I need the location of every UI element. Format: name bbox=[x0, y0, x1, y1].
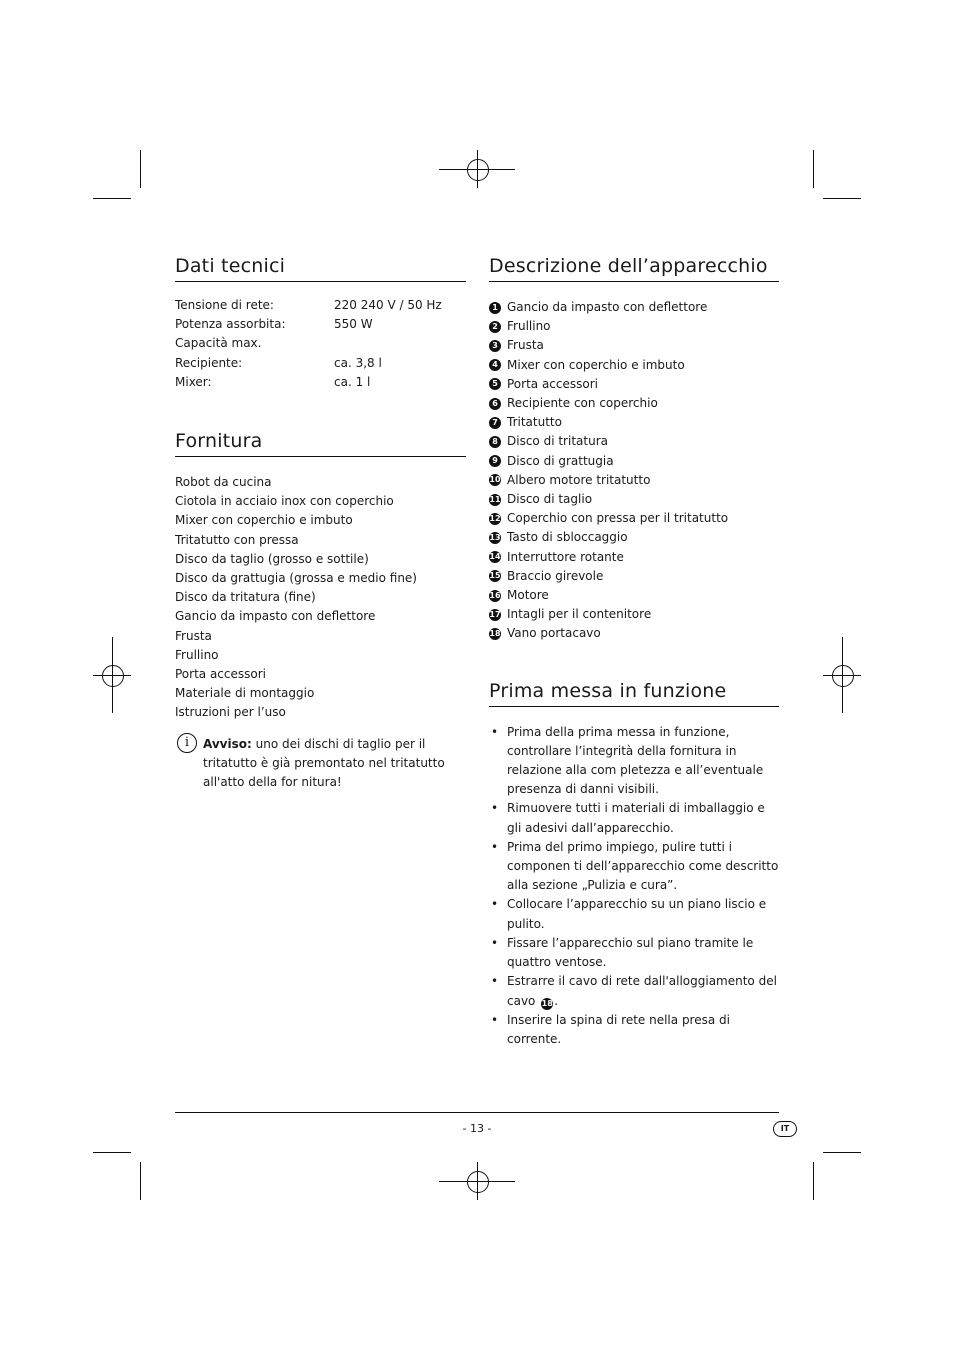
number-badge: 15 bbox=[489, 571, 501, 581]
number-badge: 18 bbox=[541, 998, 553, 1008]
number-badge: 1 bbox=[489, 302, 501, 314]
list-item: 7 Tritatutto bbox=[489, 413, 779, 432]
number-badge: 9 bbox=[489, 455, 501, 467]
number-badge: 12 bbox=[489, 513, 501, 523]
list-item: 13 Tasto di sbloccaggio bbox=[489, 530, 628, 545]
list-item: 11 Disco di taglio bbox=[489, 492, 593, 507]
list-item: • Prima della prima messa in funzione, controllare l’integrità della fornitura in relazione alla com pletezza e all’eventuale presenza di danni visibili. bbox=[489, 723, 779, 800]
number-badge: 4 bbox=[489, 359, 501, 371]
notice-text: uno dei dischi di taglio per il tritatutto è già premontato nel tritatutto all'atto della for nitura! bbox=[203, 736, 445, 789]
list-item: Disco da tritatura (fine) bbox=[175, 590, 316, 605]
number-badge: 16 bbox=[489, 590, 501, 600]
list-item: Materiale di montaggio bbox=[175, 686, 315, 701]
list-item: 5 Porta accessori bbox=[489, 375, 779, 394]
notice-box bbox=[175, 735, 466, 793]
list-item: Disco da taglio (grosso e sottile) bbox=[175, 551, 369, 566]
list-item: 6 Recipiente con coperchio bbox=[489, 394, 779, 413]
footer-rule bbox=[175, 1112, 779, 1113]
list-item: 2 Frullino bbox=[489, 317, 779, 336]
description-title: Descrizione dell’apparecchio bbox=[489, 255, 779, 282]
table-row: Mixer: ca. 1 l bbox=[175, 374, 371, 389]
notice-label: Avviso: bbox=[203, 736, 252, 751]
list-item: Tritatutto con pressa bbox=[175, 532, 299, 547]
supply-list bbox=[175, 473, 466, 723]
number-badge: 17 bbox=[489, 609, 501, 619]
list-item: Frullino bbox=[175, 647, 219, 662]
left-column bbox=[175, 255, 466, 792]
table-row: Tensione di rete: 220 240 V / 50 Hz bbox=[175, 298, 442, 312]
list-item: 3 Frusta bbox=[489, 336, 779, 355]
list-item: • Prima del primo impiego, pulire tutti i componen ti dell’apparecchio come descritto alla sezione „Pulizia e cura”. bbox=[489, 838, 779, 896]
language-badge: IT bbox=[773, 1121, 797, 1137]
list-item: • Estrarre il cavo di rete dall'alloggiamento del cavo 18. bbox=[489, 972, 779, 1010]
number-badge: 14 bbox=[489, 552, 501, 562]
list-item: 10 Albero motore tritatutto bbox=[489, 472, 651, 487]
list-item: Mixer con coperchio e imbuto bbox=[175, 513, 353, 528]
table-row: Capacità max. bbox=[175, 336, 262, 351]
list-item: Ciotola in acciaio inox con coperchio bbox=[175, 494, 394, 509]
number-badge: 11 bbox=[489, 494, 501, 504]
number-badge: 5 bbox=[489, 378, 501, 390]
table-row: Potenza assorbita: 550 W bbox=[175, 317, 373, 332]
number-badge: 18 bbox=[489, 629, 501, 639]
list-item: • Inserire la spina di rete nella presa di corrente. bbox=[489, 1011, 779, 1049]
supply-title: Fornitura bbox=[175, 430, 466, 457]
number-badge: 6 bbox=[489, 398, 501, 410]
info-icon: i bbox=[177, 733, 197, 753]
list-item: • Rimuovere tutti i materiali di imballaggio e gli adesivi dall’apparecchio. bbox=[489, 799, 779, 837]
list-item: 17 Intagli per il contenitore bbox=[489, 607, 652, 622]
list-item: 15 Braccio girevole bbox=[489, 568, 604, 583]
list-item: Gancio da impasto con deflettore bbox=[175, 609, 376, 624]
list-item: 12 Coperchio con pressa per il tritatutto bbox=[489, 511, 729, 526]
list-item: • Fissare l’apparecchio sul piano tramite le quattro ventose. bbox=[489, 934, 779, 972]
list-item: 18 Vano portacavo bbox=[489, 626, 601, 641]
first-use-list bbox=[489, 723, 779, 1049]
list-item: Istruzioni per l’uso bbox=[175, 705, 286, 720]
list-item: 9 Disco di grattugia bbox=[489, 452, 779, 471]
number-badge: 8 bbox=[489, 436, 501, 448]
list-item: 1 Gancio da impasto con deflettore bbox=[489, 298, 779, 317]
table-row: Recipiente: ca. 3,8 l bbox=[175, 355, 382, 370]
list-item: Robot da cucina bbox=[175, 474, 272, 489]
list-item: Porta accessori bbox=[175, 666, 267, 681]
description-list bbox=[489, 298, 779, 644]
list-item: 4 Mixer con coperchio e imbuto bbox=[489, 356, 779, 375]
page-number: - 13 - bbox=[462, 1122, 492, 1135]
list-item: Frusta bbox=[175, 628, 212, 643]
number-badge: 7 bbox=[489, 417, 501, 429]
tech-data-title: Dati tecnici bbox=[175, 255, 466, 282]
list-item: 14 Interruttore rotante bbox=[489, 549, 624, 564]
list-item: 8 Disco di tritatura bbox=[489, 432, 779, 451]
list-item: • Collocare l’apparecchio su un piano liscio e pulito. bbox=[489, 895, 779, 933]
number-badge: 13 bbox=[489, 533, 501, 543]
number-badge: 3 bbox=[489, 340, 501, 352]
first-use-title: Prima messa in funzione bbox=[489, 680, 779, 707]
list-item: 16 Motore bbox=[489, 588, 549, 603]
list-item: Disco da grattugia (grossa e medio fine) bbox=[175, 570, 417, 585]
number-badge: 2 bbox=[489, 321, 501, 333]
tech-data-table bbox=[175, 298, 442, 394]
number-badge: 10 bbox=[489, 475, 501, 485]
right-column bbox=[489, 255, 779, 1049]
